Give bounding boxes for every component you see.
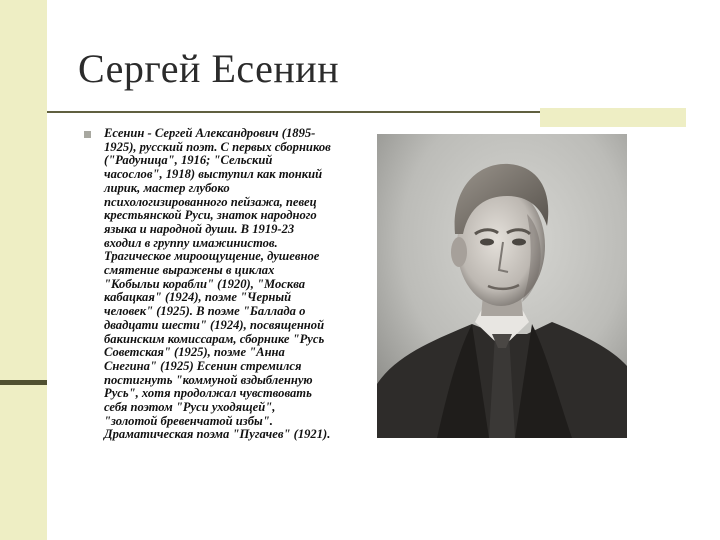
left-band-divider bbox=[0, 380, 47, 385]
title-accent-block bbox=[540, 108, 686, 127]
text-line: Снегина" (1925) Есенин стремился bbox=[104, 358, 302, 373]
text-line: крестьянской Руси, знаток народного bbox=[104, 208, 317, 223]
text-line: кабацкая" (1924), поэме "Черный bbox=[104, 290, 292, 305]
text-line: Русь", хотя продолжал чувствовать bbox=[104, 386, 312, 401]
text-line: двадцати шести" (1924), посвященной bbox=[104, 317, 325, 332]
text-line: Есенин - Сергей Александрович (1895- bbox=[104, 126, 316, 140]
text-line: входил в группу имажинистов. bbox=[104, 235, 278, 250]
text-line: Трагическое мироощущение, душевное bbox=[104, 249, 320, 264]
portrait-photo bbox=[377, 134, 627, 438]
left-accent-band bbox=[0, 0, 47, 540]
bullet-square-icon bbox=[84, 131, 91, 138]
text-line: себя поэтом "Руси уходящей", bbox=[104, 400, 276, 415]
text-line: постигнуть "коммуной вздыбленную bbox=[104, 372, 313, 387]
text-line: часослов", 1918) выступил как тонкий bbox=[104, 167, 323, 182]
text-line: "золотой бревенчатой избы". bbox=[104, 413, 273, 428]
text-line: лирик, мастер глубоко bbox=[104, 180, 230, 195]
text-line: ("Радуница", 1916; "Сельский bbox=[104, 153, 273, 168]
text-line: 1925), русский поэт. С первых сборников bbox=[104, 139, 331, 154]
text-line: языка и народной души. В 1919-23 bbox=[104, 221, 295, 236]
text-line: Советская" (1925), поэме "Анна bbox=[104, 345, 285, 360]
text-line: смятение выражены в циклах bbox=[104, 263, 275, 278]
text-line: человек" (1925). В поэме "Баллада о bbox=[104, 304, 306, 319]
text-line: Драматическая поэма "Пугачев" (1921). bbox=[104, 427, 331, 442]
text-line: психологизированного пейзажа, певец bbox=[104, 194, 317, 209]
text-line: бакинским комиссарам, сборнике "Русь bbox=[104, 331, 325, 346]
title-underline bbox=[47, 111, 547, 113]
slide-title: Сергей Есенин bbox=[78, 46, 340, 91]
bullet-text bbox=[104, 127, 366, 442]
text-line: "Кобыльи корабли" (1920), "Москва bbox=[104, 276, 306, 291]
